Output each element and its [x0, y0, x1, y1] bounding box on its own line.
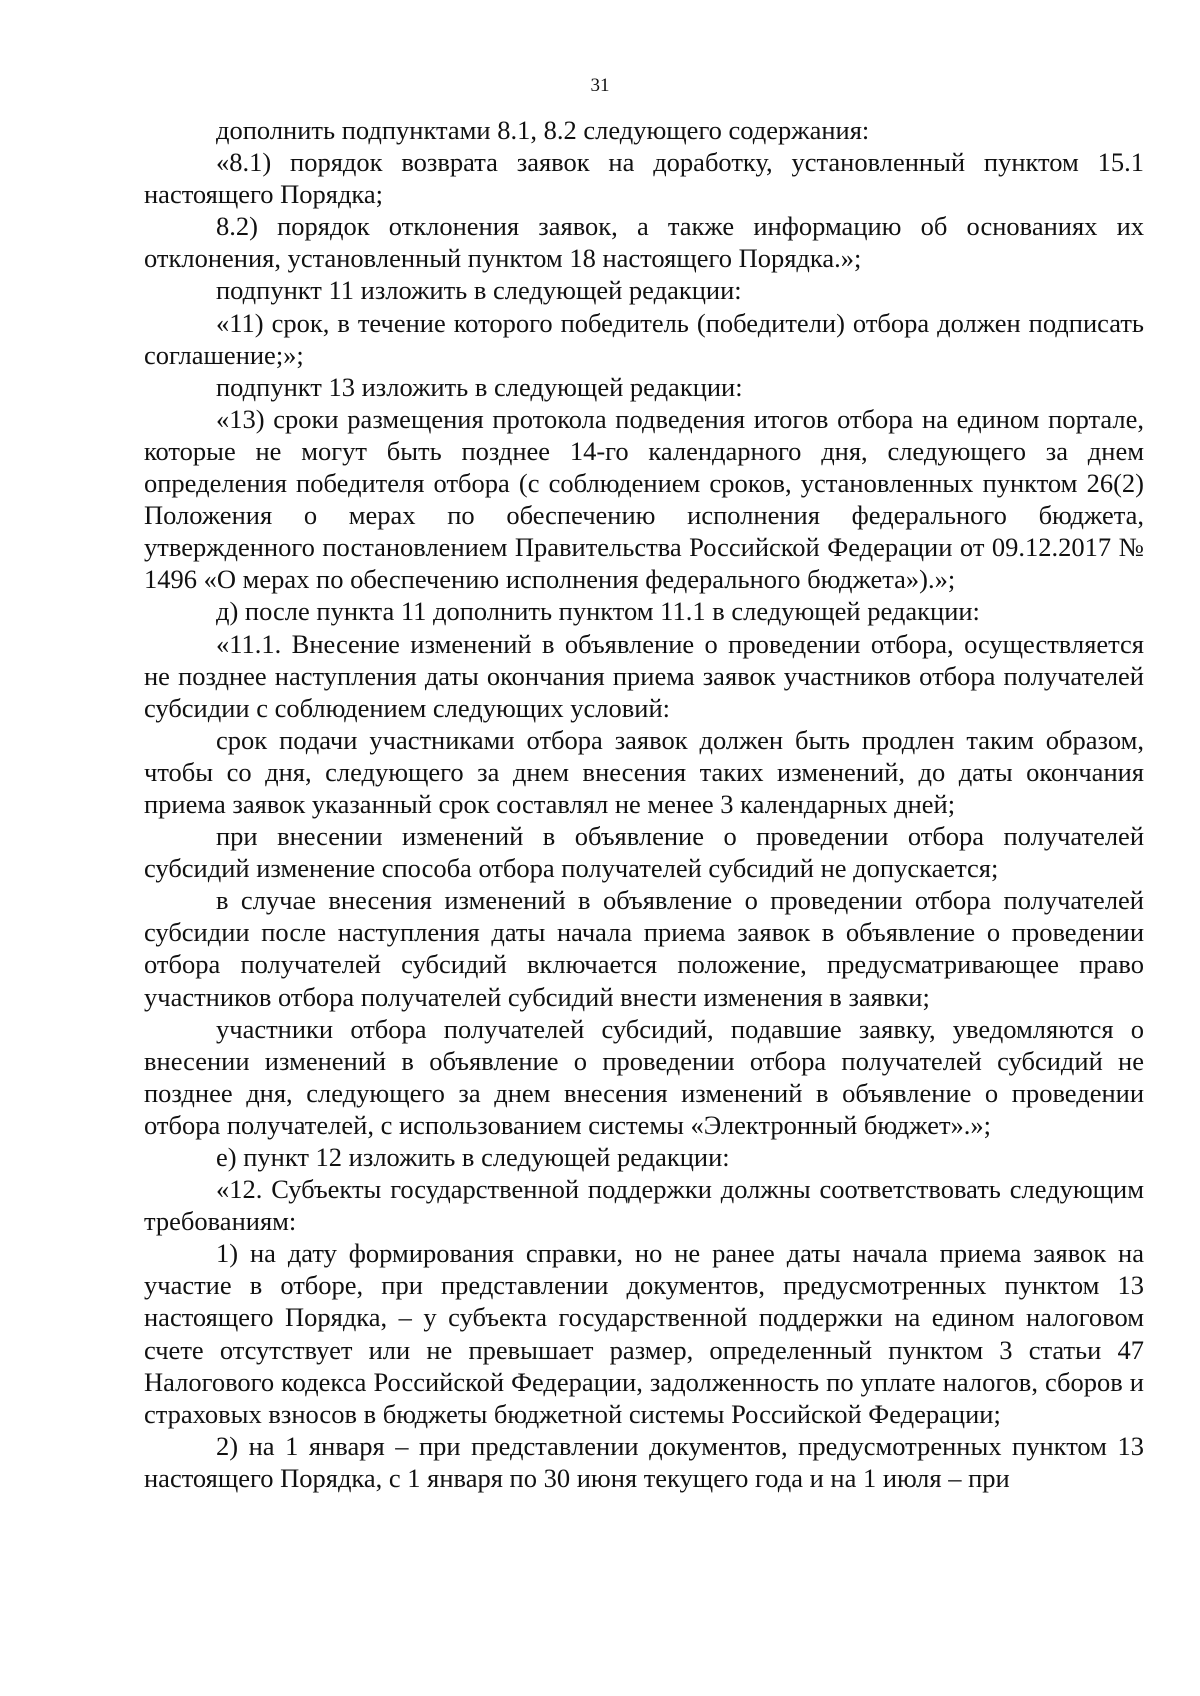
paragraph: е) пункт 12 изложить в следующей редакции: [216, 1142, 730, 1172]
paragraph: подпункт 13 изложить в следующей редакции: [216, 371, 743, 402]
paragraph: «11.1. Внесение изменений в объявление о проведении отбора, осуществляется не позднее наступления даты окончания приема заявок участников отбора получателей субсидии с соблюдением следующих условий: [144, 628, 1144, 723]
paragraph: 1) на дату формирования справки, но не ранее даты начала приема заявок на участие в отборе, при представлении документов, предусмотренных пунктом 13 настоящего Порядка, – у субъекта государственной поддержки на едином налоговом счете отсутствует или не превышает размер, определенный пунктом 3 статьи 47 Налогового кодекса Российской Федерации, задолженность по уплате налогов, сборов и страховых взносов в бюджеты бюджетной системы Российской Федерации; [144, 1238, 1144, 1429]
page-number: 31 [590, 75, 610, 96]
paragraph: «11) срок, в течение которого победитель (победители) отбора должен подписать соглашение;»; [144, 307, 1144, 370]
paragraph: «8.1) порядок возврата заявок на доработку, установленный пунктом 15.1 настоящего Порядка; [144, 147, 1144, 210]
document-body [144, 114, 1144, 1494]
paragraph: 2) на 1 января – при представлении документов, предусмотренных пунктом 13 настоящего Порядка, с 1 января по 30 июня текущего года и на 1 июля – при [144, 1430, 1144, 1493]
paragraph: подпункт 11 изложить в следующей редакции: [216, 275, 742, 306]
paragraph: при внесении изменений в объявление о проведении отбора получателей субсидий изменение способа отбора получателей субсидий не допускается; [144, 821, 1144, 884]
paragraph: в случае внесения изменений в объявление о проведении отбора получателей субсидии после наступления даты начала приема заявок в объявление о проведении отбора получателей субсидий включается положение, предусматривающее право участников отбора получателей субсидий внести изменения в заявки; [144, 885, 1144, 1012]
paragraph: дополнить подпунктами 8.1, 8.2 следующего содержания: [216, 115, 870, 145]
paragraph: 8.2) порядок отклонения заявок, а также информацию об основаниях их отклонения, установленный пунктом 18 настоящего Порядка.»; [144, 211, 1144, 274]
paragraph: срок подачи участниками отбора заявок должен быть продлен таким образом, чтобы со дня, следующего за днем внесения таких изменений, до даты окончания приема заявок указанный срок составлял не менее 3 календарных дней; [144, 724, 1144, 819]
paragraph: участники отбора получателей субсидий, подавшие заявку, уведомляются о внесении изменений в объявление о проведении отбора получателей субсидий не позднее дня, следующего за днем внесения изменений в объявление о проведении отбора получателей, с использованием системы «Электронный бюджет».»; [144, 1013, 1144, 1140]
paragraph: «12. Субъекты государственной поддержки должны соответствовать следующим требованиям: [144, 1174, 1144, 1237]
paragraph: «13) сроки размещения протокола подведения итогов отбора на едином портале, которые не могут быть позднее 14-го календарного дня, следующего за днем определения победителя отбора (с соблюдением сроков, установленных пунктом 26(2) Положения о мерах по обеспечению исполнения федерального бюджета, утвержденного постановлением Правительства Российской Федерации от 09.12.2017 № 1496 «О мерах по обеспечению исполнения федерального бюджета»).»; [144, 403, 1144, 595]
paragraph: д) после пункта 11 дополнить пунктом 11.1 в следующей редакции: [216, 596, 980, 627]
